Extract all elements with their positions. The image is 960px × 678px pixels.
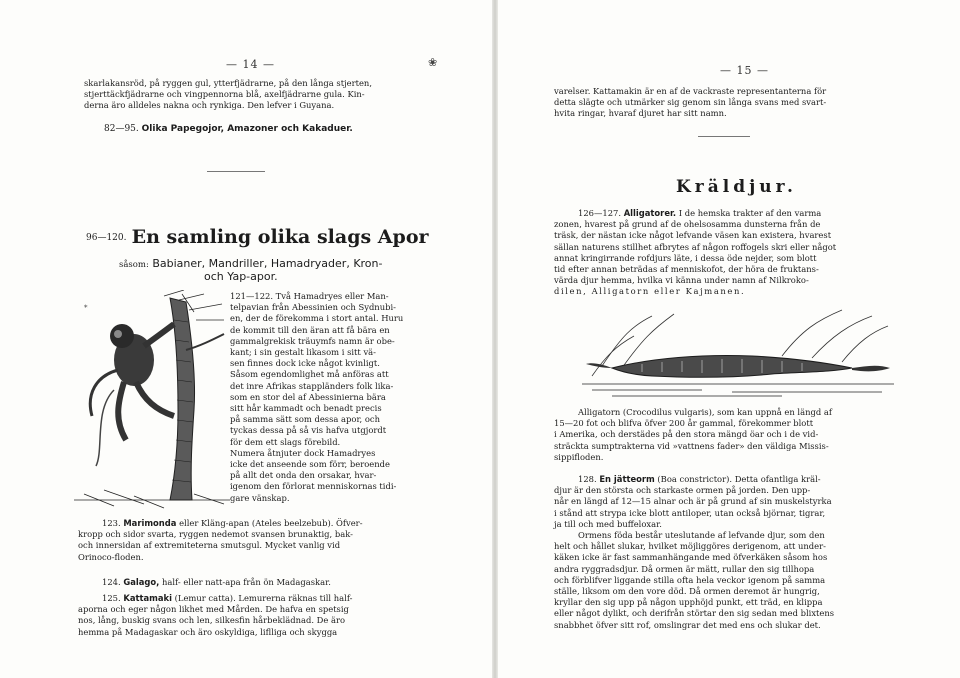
entry-title: Galago, — [123, 577, 160, 587]
entry-number: 128. — [578, 474, 597, 484]
svg-text:*: * — [84, 304, 88, 312]
text-line: gare vänskap. — [230, 492, 290, 503]
text-line: djur är den största och starkaste ormen på jorden. Den upp- — [554, 485, 811, 496]
text-line: når en längd af 12—15 alnar och är på grund af sin muskelstyrka — [554, 496, 832, 507]
text-line: träsk, der nästan icke något lefvande väsen kan existera, hvarest — [554, 230, 832, 241]
book-gutter — [492, 0, 498, 678]
intro-text-left — [84, 78, 444, 112]
entry-125 — [78, 593, 432, 638]
text-span: I de hemska trakter af den varma — [676, 208, 822, 218]
text-line: på samma sätt som dessa apor, och — [230, 414, 380, 425]
text-line: gammalgrekisk träuymfs namn är obe- — [230, 335, 395, 346]
text-line: för dem ett slags förebild. — [230, 436, 341, 447]
text-line: 15—20 fot och blifva öfver 200 år gammal, förekommer blott — [554, 418, 814, 429]
text-line: detta slägte och utmärker sig genom sin långa svans med svart- — [554, 97, 827, 108]
heading-apor — [86, 226, 429, 248]
text-line: i stånd att strypa icke blott antiloper, utan också björnar, tigrar, — [554, 507, 826, 518]
entry-title: Marimonda — [123, 518, 177, 528]
text-line: kryllar den sig upp på någon upphöjd punkt, ett träd, en klippa — [554, 597, 823, 608]
text-line: sträckta sumptrakterna vid »vattnens fader» den väldiga Missis- — [554, 440, 829, 451]
text-line: Numera åtnjuter dock Hamadryes — [230, 447, 376, 458]
text-line — [554, 474, 904, 485]
alligator-illustration — [582, 306, 894, 402]
text-line: sippifloden. — [554, 451, 604, 462]
entry-number: 125. — [102, 593, 121, 603]
text-line: nos, lång, buskig svans och len, silkesfin hårbeklädnad. De äro — [78, 615, 346, 626]
divider-rule — [698, 136, 750, 137]
text-span: half- eller natt-apa från ön Madagaskar. — [159, 577, 331, 587]
text-line: hemma på Madagaskar och äro oskyldiga, liflliga och skygga — [78, 626, 338, 637]
section-heading-kraldjur: Kräldjur. — [676, 177, 797, 197]
hamadryas-text — [230, 291, 432, 504]
text-line: igenom den förlorat menniskornas tidi- — [230, 481, 397, 492]
text-line: skarlakansröd, på ryggen gul, ytterfjädrarne, på den långa stjerten, — [84, 78, 372, 88]
text-line: det inre Afrikas stappländers folk lika- — [230, 380, 394, 391]
intro-text-right — [554, 86, 904, 120]
alligator-caption — [554, 407, 904, 463]
text-line: och förblifver liggande stilla ofta hela veckor igenom på samma — [554, 574, 826, 585]
text-line: snabbhet öfver sitt rof, omslingrar det med ens och slukar det. — [554, 619, 821, 630]
text-line: zonen, hvarest på grund af de ohelsosamma dunsterna från de — [554, 219, 821, 230]
text-line: aporna och eger någon likhet med Mården. De hafva en spetsig — [78, 604, 349, 615]
entry-number: 123. — [102, 518, 121, 528]
entry-title: Alligatorer. — [623, 208, 677, 218]
text-line: sällan naturens stillhet afbrytes af någon roffogels skri eller något — [554, 241, 837, 252]
entry-number: 126—127. — [578, 208, 622, 218]
text-line: de kommit till den äran att få bära en — [230, 324, 390, 335]
divider-rule — [207, 171, 265, 172]
text-span: eller Kläng-apan (Ateles beelzebub). Öfver- — [176, 518, 363, 528]
text-line: Ormens föda består uteslutande af lefvande djur, som den — [578, 530, 825, 541]
text-line: på allt det onda den orsakar, hvar- — [230, 470, 377, 481]
text-line: sen finnes dock icke något kvinligt. — [230, 358, 380, 369]
text-line: kropp och sidor svarta, ryggen nedemot svansen brunaktig, bak- — [78, 529, 353, 540]
text-line: som en stor del af Abessinierna bära — [230, 391, 386, 402]
text-line: ställe, liksom om den vore död. Då ormen deremot är hungrig, — [554, 586, 820, 597]
subtitle-prefix: såsom: — [119, 260, 149, 270]
entry-126-127 — [554, 208, 904, 298]
entry-128 — [554, 474, 904, 631]
text-line: käken icke är fast sammanhängande med öfverkäken såsom hos — [554, 552, 828, 563]
entry-123 — [78, 518, 432, 563]
text-line: icke det anseende som förr, beroende — [230, 459, 390, 470]
entry-number: 82—95. — [104, 124, 139, 134]
entry-title: Kattamaki — [123, 593, 172, 603]
text-line: Såsom egendomlighet må anföras att — [230, 369, 389, 380]
entry-124 — [78, 577, 432, 588]
subtitle-line: Babianer, Mandriller, Hamadryader, Kron- — [152, 257, 383, 270]
text-line: kant; i sin gestalt likasom i sitt vä- — [230, 347, 376, 358]
text-line: Alligatorn (Crocodilus vulgaris), som kan uppnå en längd af — [578, 407, 832, 417]
text-line: eller något dylikt, och derifrån störtar den sig sedan med blixtens — [554, 608, 835, 619]
text-line: en, der de förekomma i stort antal. Huru — [230, 313, 404, 324]
text-span: (Lemur catta). Lemurerna räknas till half- — [171, 593, 353, 603]
text-line — [78, 593, 432, 604]
entry-title: Olika Papegojor, Amazoner och Kakaduer. — [141, 124, 353, 134]
text-line: och innersidan af extremiteterna smutsgul. Mycket vanlig vid — [78, 540, 341, 551]
text-line: ja till och med buffeloxar. — [554, 518, 662, 529]
text-line: sitt hår kammadt och benadt precis — [230, 403, 382, 414]
entry-title: En jätteorm — [599, 474, 655, 484]
text-line: värda djur hemma, hvilka vi känna under namn af Nilkroko- — [554, 275, 809, 286]
page-number-left: — 14 — — [226, 58, 275, 71]
text-span: (Boa constrictor). Detta ofantliga kräl- — [654, 474, 821, 484]
text-line: dilen, Alligatorn eller Kajmanen. — [554, 286, 746, 297]
text-line: stjerttäckfjädrarne och vingpennorna blå, axelfjädrarne gula. Kin- — [84, 89, 365, 100]
text-line: i Amerika, och derstädes på den stora mängd öar och i de vid- — [554, 429, 819, 440]
section-heading: En samling olika slags Apor — [131, 226, 429, 248]
text-line — [554, 208, 904, 219]
text-line — [78, 518, 432, 529]
text-line: varelser. Kattamakin är en af de vackraste representanterna för — [554, 86, 827, 96]
text-line: 121—122. Två Hamadryes eller Man- — [230, 291, 389, 301]
text-line: andra ryggradsdjur. Då ormen är mätt, rullar den sig tillhopa — [554, 563, 815, 574]
page-number-right: — 15 — — [720, 64, 769, 77]
entry-82-95 — [104, 124, 353, 135]
entry-number: 124. — [102, 577, 121, 587]
text-line: hvita ringar, hvaraf djuret har sitt namn. — [554, 108, 727, 119]
text-line: Orinoco-floden. — [78, 551, 144, 562]
right-page — [500, 0, 960, 678]
text-line: annat kringirrande rofdjurs läte, i dessa öde nejder, som blott — [554, 252, 817, 263]
entry-number: 96—120. — [86, 233, 127, 243]
text-line: helt och hållet slukar, hvilket möjliggöres derigenom, att under- — [554, 541, 826, 552]
subtitle-line: och Yap-apor. — [204, 270, 278, 283]
ornament-icon: ❀ — [428, 56, 438, 69]
text-line — [78, 577, 432, 588]
text-line: telpavian från Abessinien och Sydnubi- — [230, 302, 396, 313]
text-line: tid efter annan beträdas af menniskofot, der höra de fruktans- — [554, 264, 819, 275]
text-line: derna äro alldeles nakna och rynkiga. Den lefver i Guyana. — [84, 100, 335, 111]
text-line: tyckas dessa på så vis hafva utgjordt — [230, 425, 387, 436]
monkey-illustration — [74, 290, 230, 512]
